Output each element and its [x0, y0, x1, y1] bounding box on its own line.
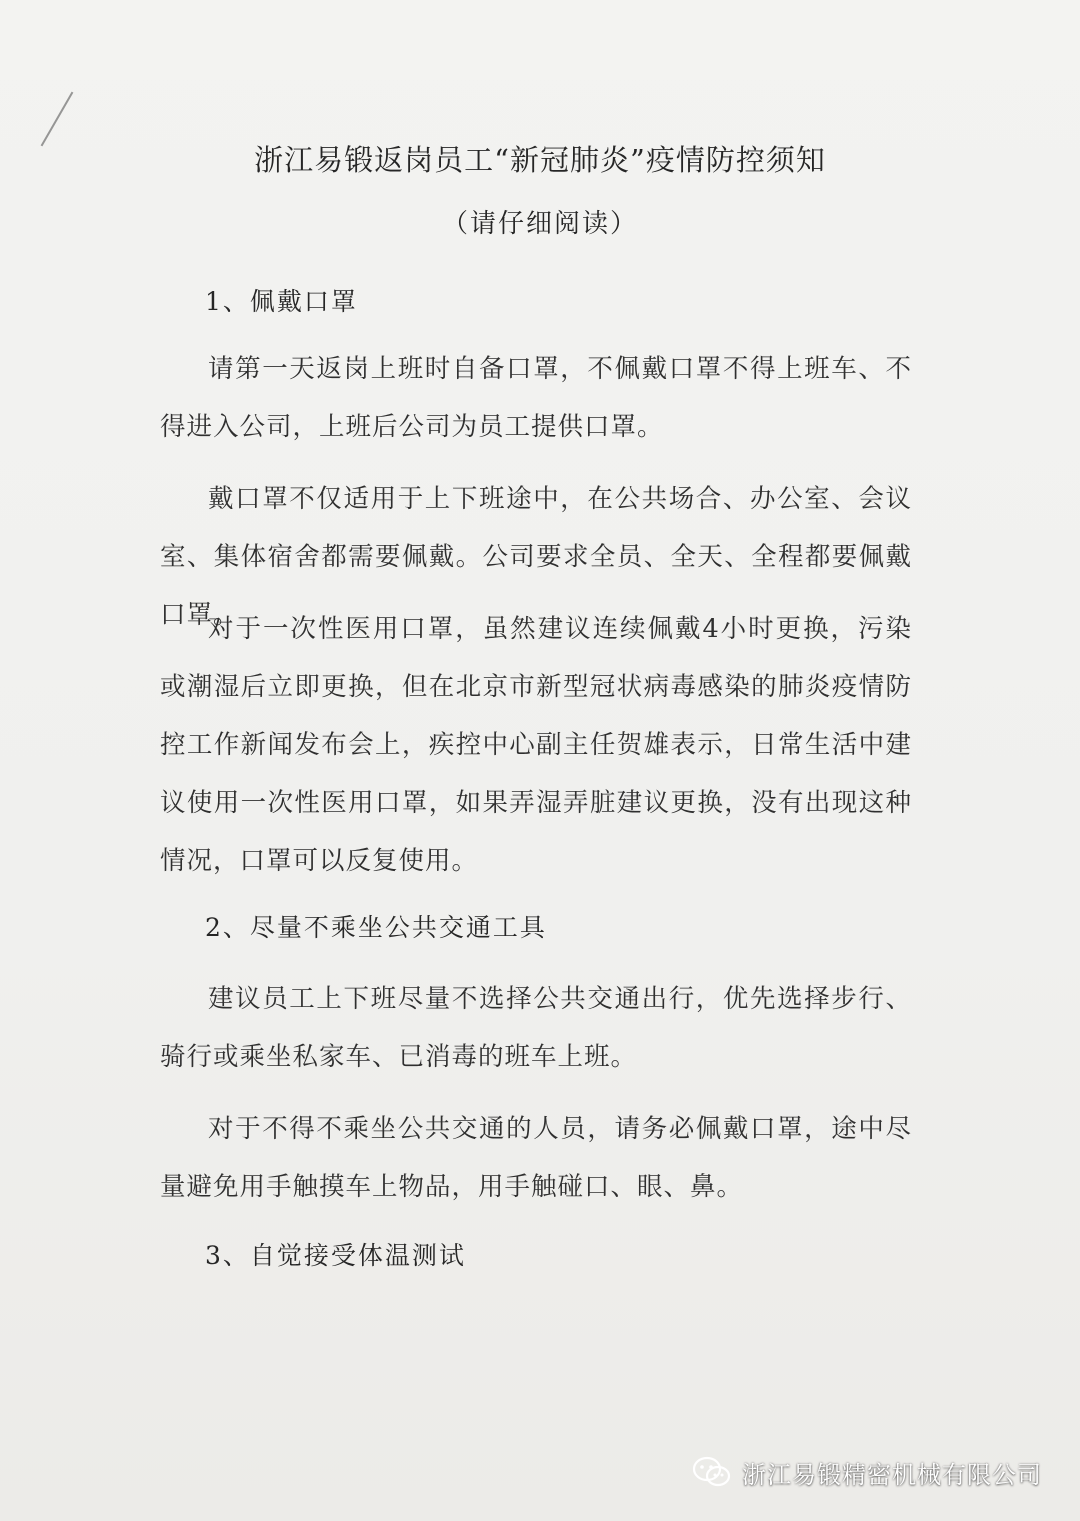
section-2-paragraph-1: 建议员工上下班尽量不选择公共交通出行，优先选择步行、骑行或乘坐私家车、已消毒的班车上班。	[160, 984, 912, 1072]
wechat-icon	[692, 1455, 732, 1489]
document-title: 浙江易锻返岗员工“新冠肺炎”疫情防控须知	[254, 143, 826, 177]
section-1-paragraph-3: 对于一次性医用口罩，虽然建议连续佩戴4小时更换，污染或潮湿后立即更换，但在北京市新型冠状病毒感染的肺炎疫情防控工作新闻发布会上，疾控中心副主任贺雄表示，日常生活中建议使用一次性医用口罩，如果弄湿弄脏建议更换，没有出现这种情况，口罩可以反复使用。	[160, 614, 912, 876]
section-1-paragraph-2: 戴口罩不仅适用于上下班途中，在公共场合、办公室、会议室、集体宿舍都需要佩戴。公司要求全员、全天、全程都要佩戴口罩。	[160, 484, 912, 630]
section-3-heading: 3、自觉接受体温测试	[205, 1241, 466, 1270]
section-1-paragraph-1: 请第一天返岗上班时自备口罩，不佩戴口罩不得上班车、不得进入公司，上班后公司为员工提供口罩。	[160, 354, 912, 442]
document-subtitle: （请仔细阅读）	[441, 209, 638, 239]
section-2-heading: 2、尽量不乘坐公共交通工具	[205, 913, 547, 942]
watermark-text: 浙江易锻精密机械有限公司	[742, 1460, 1042, 1489]
section-1-heading: 1、佩戴口罩	[205, 287, 358, 316]
watermark	[692, 1452, 1042, 1492]
section-2-paragraph-2: 对于不得不乘坐公共交通的人员，请务必佩戴口罩，途中尽量避免用手触摸车上物品，用手触碰口、眼、鼻。	[160, 1114, 912, 1202]
